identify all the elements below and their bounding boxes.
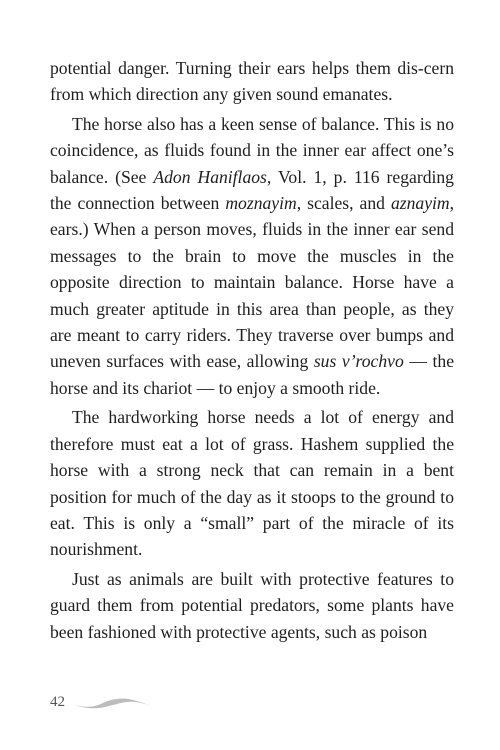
italic-term: moznayim (225, 193, 297, 214)
text-run: Just as animals are built with protective features to guard them from potential predators, some plants have been fashioned with protective agents, such as poison (50, 568, 454, 642)
text-run: The horse also has a keen sense of balance. This is no coincidence, as fluids found in the inner ear affect one’s balance. (See (50, 113, 454, 187)
paragraph (50, 404, 454, 562)
paragraph (50, 111, 454, 401)
text-run: , ears.) When a person moves, fluids in the inner ear send messages to the brain to move the muscles in the opposite direction to maintain balance. Horse have a much greater aptitude in this area than people, as they are meant to carry riders. They traverse over bumps and uneven surfaces with ease, allowing (50, 193, 454, 372)
page-number: 42 (50, 693, 65, 710)
italic-term: sus v’rochvo (313, 351, 404, 372)
paragraph (50, 566, 454, 645)
italic-term: Adon Haniflaos (153, 166, 267, 187)
page-footer (50, 690, 153, 714)
paragraph (50, 55, 454, 108)
text-run: potential danger. Turning their ears helps them dis-cern from which direction any given sound emanates. (50, 58, 454, 105)
text-run: The hardworking horse needs a lot of energy and therefore must eat a lot of grass. Hashem supplied the horse with a strong neck that can remain in a bent position for much of the day as it stoops to the ground to eat. This is only a “small” part of the miracle of its nourishment. (50, 407, 454, 560)
text-run: — the horse and its chariot — to enjoy a smooth ride. (50, 351, 454, 398)
page-body (50, 55, 454, 645)
swash-ornament-icon (73, 692, 153, 712)
italic-term: aznayim (390, 193, 450, 214)
text-run: , scales, and (296, 193, 391, 214)
text-run: , Vol. 1, p. 116 regarding the connection between (50, 166, 454, 214)
